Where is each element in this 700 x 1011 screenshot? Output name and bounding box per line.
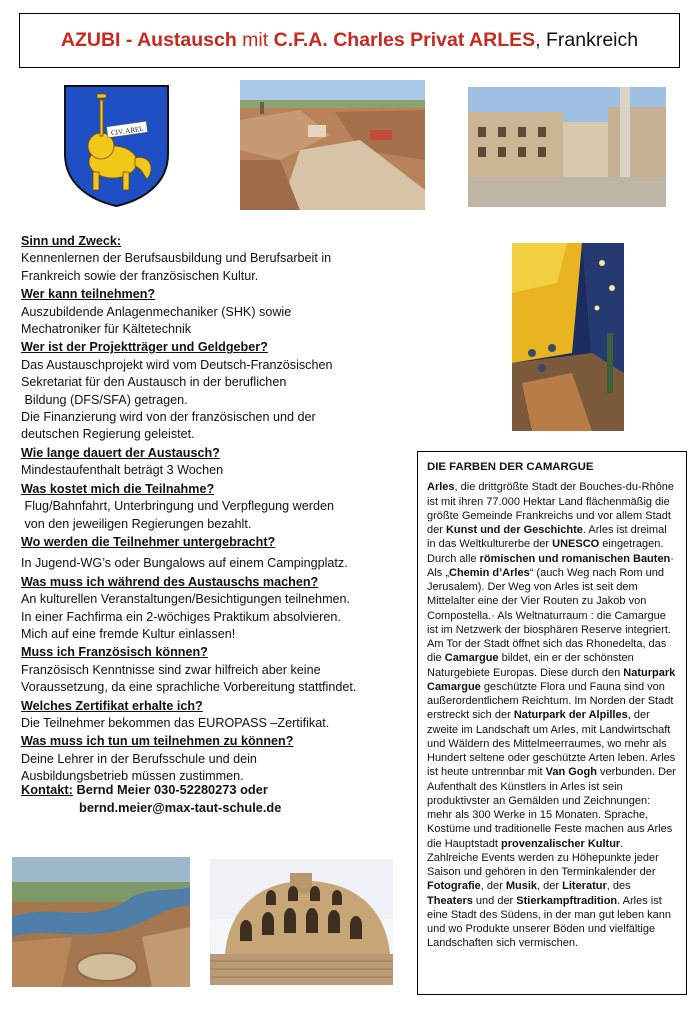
camargue-text-segment: bildet, ein er der schönsten Naturgebiete Europas. Diese durch den [427, 652, 634, 679]
answer-line: Flug/Bahnfahrt, Unterbringung und Verpflegung werden [21, 499, 334, 514]
contact-block [21, 781, 281, 816]
answer-line: Das Austauschprojekt wird vom Deutsch-Französischen [21, 357, 333, 372]
question-heading: Welches Zertifikat erhalte ich? [21, 698, 203, 713]
camargue-bold-term: Kunst und der Geschichte [445, 524, 583, 536]
answer-line: Mechatroniker für Kältetechnik [21, 322, 192, 337]
contact-name-phone: Bernd Meier 030-52280273 oder [72, 782, 268, 797]
camargue-bold-term: Chemin d’Arles [449, 566, 530, 579]
answer-line: Die Finanzierung wird von der französischen und der [21, 410, 316, 425]
answer-line: Mich auf eine fremde Kultur einlassen! [21, 626, 236, 641]
question-heading: Wer ist der Projektträger und Geldgeber? [21, 340, 268, 355]
answer-line: Auszubildende Anlagenmechaniker (SHK) sowie [21, 304, 292, 319]
contact-email[interactable]: bernd.meier@max-taut-schule.de [79, 799, 282, 815]
answer-line: Voraussetzung, da eine sprachliche Vorbereitung stattfindet. [21, 680, 357, 695]
answer-line: In einer Fachfirma ein 2-wöchiges Praktikum absolvieren. [21, 609, 341, 624]
page-title [19, 13, 680, 68]
answer-line: Mindestaufenthalt beträgt 3 Wochen [21, 463, 224, 478]
question-heading: Muss ich Französisch können? [21, 645, 208, 660]
camargue-text-segment: , die drittgrößte Stadt der Bouches-du-Rhône ist mit ihren 77.000 Hektar Land flächenmäßig die größte Gemeinde Frankreichs und vor allem Stadt der [427, 481, 675, 536]
answer-line: Französisch Kenntnisse sind zwar hilfreich aber keine [21, 662, 321, 677]
arles-crest-image [63, 84, 170, 208]
answer-line: Die Teilnehmer bekommen das EUROPASS –Zertifikat. [21, 715, 330, 730]
camargue-heading: DIE FARBEN DER CAMARGUE [427, 461, 594, 473]
question-heading: Wo werden die Teilnehmer untergebracht? [21, 534, 276, 549]
question-heading: Was muss ich tun um teilnehmen zu können? [21, 734, 294, 749]
arles-aerial-image [240, 80, 425, 210]
answer-line: Frankreich sowie der französischen Kultur. [21, 268, 259, 283]
camargue-bold-term: UNESCO [552, 538, 600, 551]
camargue-info-box [417, 451, 687, 995]
camargue-bold-term: römischen und romanischen Bauten [479, 552, 671, 565]
question-heading: Was muss ich während des Austauschs machen? [21, 574, 319, 589]
camargue-bold-term: Naturpark Camargue [427, 666, 676, 693]
camargue-text-segment: und der [472, 894, 517, 907]
arles-panorama-image [12, 857, 190, 987]
title-part-country: , Frankreich [535, 29, 639, 51]
camargue-bold-term: provenzalischer Kultur [501, 837, 621, 850]
camargue-bold-term: Van Gogh [545, 766, 597, 779]
answer-line: An kulturellen Veranstaltungen/Besichtigungen teilnehmen. [21, 592, 351, 607]
camargue-text [427, 480, 677, 950]
camargue-bold-term: Stierkampftradition [516, 894, 618, 907]
answer-line: Deine Lehrer in der Berufsschule und dein [21, 751, 257, 766]
camargue-bold-term: Theaters [427, 894, 473, 907]
camargue-text-segment: . Zahlreiche Events werden zu Höhepunkte jeder Saison und gehören in den Terminkalender der [427, 837, 659, 878]
camargue-text-segment: , der [480, 880, 506, 893]
camargue-bold-term: Camargue [444, 652, 499, 665]
title-part-school: C.F.A. Charles Privat ARLES [273, 29, 536, 51]
camargue-text-segment: “ (auch Weg nach Rom und Jerusalem). Der Weg von Arles ist seit dem Mittelalter eine der Vier Routen zu Jakob von Compostella.· Als Weltnaturraum : die Camargue ist im Netzwerk der biosphären Reserve integriert. Am Tor der Stadt öffnet sich das Rhonedelta, das die [427, 566, 671, 665]
camargue-bold-term: Fotografie [427, 880, 481, 893]
camargue-bold-term: Musik [505, 880, 538, 893]
camargue-bold-term: Naturpark der Alpilles [513, 709, 628, 722]
camargue-text-segment: , der zweite im Landschaft um Arles, mit Landwirtschaft und Wäldern des Mittelmeerraumes, wo mehr als Hundert seltene oder geschützte Arten leben. Arles ist heute untrennbar mit [427, 709, 676, 779]
lion-crest-icon [63, 84, 170, 208]
contact-label: Kontakt: [21, 782, 73, 797]
answer-line: deutschen Regierung geleistet. [21, 427, 195, 442]
answer-line: Kennenlernen der Berufsausbildung und Berufsarbeit in [21, 251, 332, 266]
camargue-bold-term: Literatur [562, 880, 607, 893]
camargue-text-segment: . Arles ist eine Stadt des Südens, in der man gut leben kann und wo Produkte unserer Böden und vielfältige Landschaften sich vermischen. [427, 894, 672, 950]
answer-line: In Jugend-WG’s oder Bungalows auf einem Campingplatz. [21, 556, 348, 571]
camargue-text-segment: , der [537, 880, 563, 893]
arena-amphitheatre-image [210, 859, 393, 985]
crest-banner-text: CIV. AREL [110, 124, 144, 138]
question-heading: Was kostet mich die Teilnahme? [21, 481, 215, 496]
answer-line: Ausbildungsbetrieb müssen zustimmen. [21, 769, 244, 784]
camargue-text-segment: , des [606, 880, 631, 893]
faq-section [21, 232, 401, 786]
answer-line: Bildung (DFS/SFA) getragen. [21, 392, 188, 407]
camargue-text-segment: eingetragen. Durch alle [427, 538, 664, 565]
answer-line: von den jeweiligen Regierungen bezahlt. [21, 516, 252, 531]
title-part-mit: mit [236, 29, 274, 51]
question-heading: Wie lange dauert der Austausch? [21, 445, 220, 460]
camargue-text-segment: . Arles ist dreimal in das Weltkulturerbe der [427, 524, 667, 551]
camargue-text-segment: · Als „ [427, 552, 674, 579]
question-heading: Wer kann teilnehmen? [21, 287, 156, 302]
answer-line: Sekretariat für den Austausch in der beruflichen [21, 375, 287, 390]
question-heading: Sinn und Zweck: [21, 234, 122, 248]
arles-place-image [468, 87, 666, 207]
title-part-azubi: AZUBI - Austausch [60, 29, 237, 51]
camargue-text-segment: verbunden. Der Aufenthalt des Künstlers in Arles ist sein produktivster an Gemälden und Zeichnungen: mehr als 300 Werke in 15 Monaten. Sprache, Kostüme und traditionelle Feste machen aus Arles die Hauptstadt [427, 766, 676, 850]
camargue-bold-term: Arles [427, 481, 455, 494]
cafe-terrace-painting-image [512, 243, 624, 431]
camargue-text-segment: geschützte Flora und Fauna sind von außerordentlichem Reichtum. Im Norden der Stadt erstreckt sich der [427, 680, 674, 722]
